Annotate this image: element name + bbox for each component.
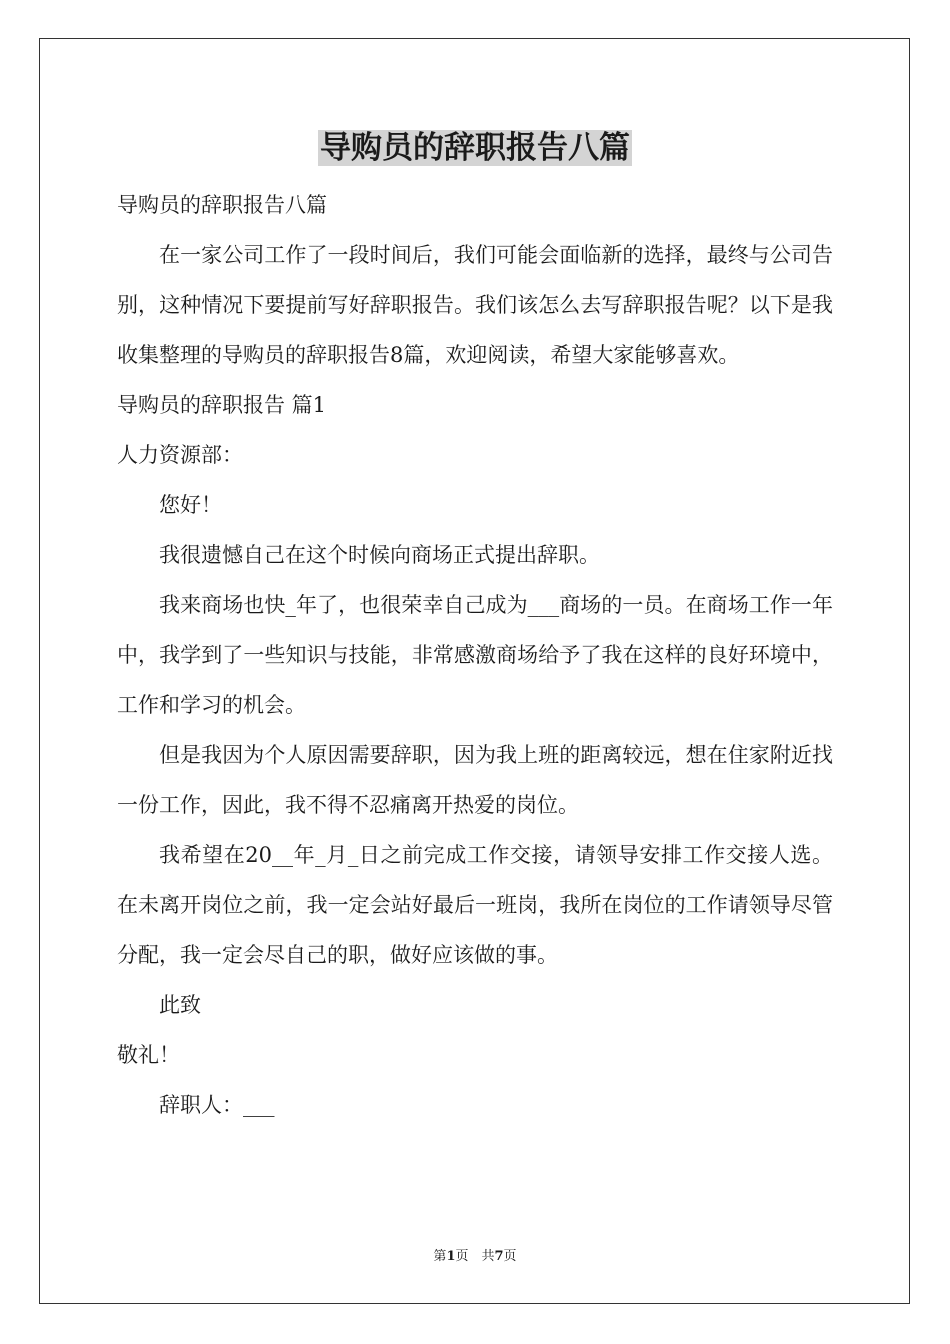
page-number-prefix: 第 xyxy=(433,1249,447,1264)
paragraph-body: 我希望在20__年_月_日之前完成工作交接，请领导安排工作交接人选。在未离开岗位之前，我一定会站好最后一班岗，我所在岗位的工作请领导尽管分配，我一定会尽自己的职，做好应该做的事。 xyxy=(117,843,833,967)
page-footer xyxy=(0,1248,950,1266)
signature-line: 辞职人：___ xyxy=(159,1093,275,1117)
page-number-current: 1 xyxy=(446,1249,456,1264)
document-title xyxy=(0,128,950,168)
document-title-text: 导购员的辞职报告八篇 xyxy=(320,130,630,166)
page-number-suffix: 页 xyxy=(503,1249,517,1264)
paragraph-body: 我来商场也快_年了，也很荣幸自己成为___商场的一员。在商场工作一年中，我学到了一些知识与技能，非常感激商场给予了我在这样的良好环境中，工作和学习的机会。 xyxy=(117,593,833,717)
document-body xyxy=(117,180,833,1130)
page-number-mid: 页 共 xyxy=(455,1249,495,1264)
paragraph-body: 但是我因为个人原因需要辞职，因为我上班的距离较远，想在住家附近找一份工作，因此，我不得不忍痛离开热爱的岗位。 xyxy=(117,743,833,817)
closing-line: 此致 xyxy=(159,993,201,1017)
greeting-line: 您好！ xyxy=(159,493,222,517)
paragraph-intro: 在一家公司工作了一段时间后，我们可能会面临新的选择，最终与公司告别，这种情况下要提前写好辞职报告。我们该怎么去写辞职报告呢？以下是我收集整理的导购员的辞职报告8篇，欢迎阅读，希望大家能够喜欢。 xyxy=(117,243,833,367)
page-number-total: 7 xyxy=(494,1249,504,1264)
document-subtitle: 导购员的辞职报告八篇 xyxy=(117,193,327,217)
section-heading: 导购员的辞职报告 篇1 xyxy=(117,393,327,417)
salutation-line: 敬礼！ xyxy=(117,1043,180,1067)
paragraph-body: 我很遗憾自己在这个时候向商场正式提出辞职。 xyxy=(159,543,600,567)
recipient-line: 人力资源部： xyxy=(117,443,243,467)
